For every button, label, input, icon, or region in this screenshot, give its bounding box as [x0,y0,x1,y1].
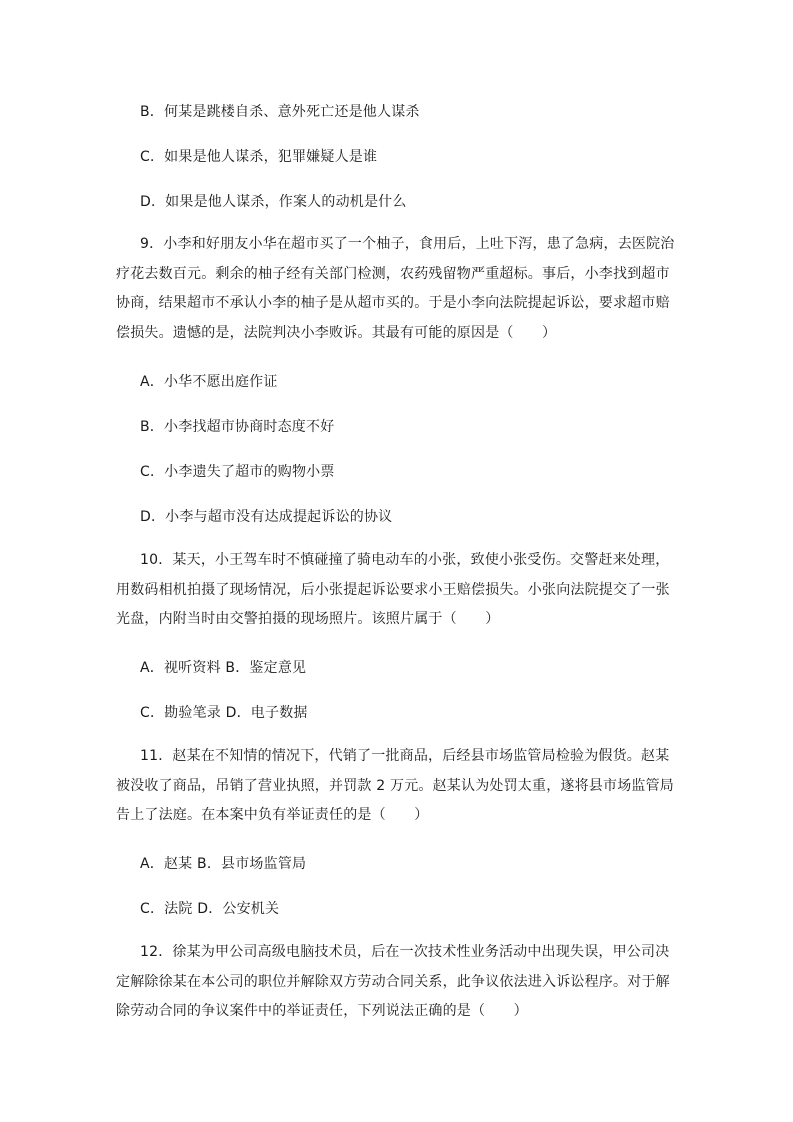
q8-option-b: B．何某是跳楼自杀、意外死亡还是他人谋杀 [140,104,420,120]
q11-options-ab: A．赵某 B．县市场监管局 [140,856,307,872]
q9-option-b: B．小李找超市协商时态度不好 [140,419,335,435]
q12-stem [116,938,680,1027]
q9-option-c: C．小李遗失了超市的购物小票 [140,464,335,480]
q9-stem [116,230,680,348]
q9-stem-text: 9．小李和好朋友小华在超市买了一个柚子，食用后，上吐下泻，患了急病，去医院治疗花去数百元。剩余的柚子经有关部门检测，农药残留物严重超标。事后，小李找到超市协商，结果超市不承认小李的柚子是从超市买的。于是小李向法院提起诉讼，要求超市赔偿损失。遗憾的是，法院判决小李败诉。其最有可能的原因是（ ） [116,236,675,341]
q10-options-ab: A．视听资料 B．鉴定意见 [140,660,307,676]
q10-options-cd: C．勘验笔录 D．电子数据 [140,705,308,721]
q11-stem [116,742,680,831]
q10-stem [116,546,680,635]
q11-stem-text: 11．赵某在不知情的情况下，代销了一批商品，后经县市场监管局检验为假货。赵某被没收了商品，吊销了营业执照，并罚款 2 万元。赵某认为处罚太重，遂将县市场监管局告上了法庭。在本案中负有举证责任的是（ ） [116,748,675,823]
q10-stem-text: 10．某天，小王驾车时不慎碰撞了骑电动车的小张，致使小张受伤。交警赶来处理，用数码相机拍摄了现场情况，后小张提起诉讼要求小王赔偿损失。小张向法院提交了一张光盘，内附当时由交警拍摄的现场照片。该照片属于（ ） [116,552,670,627]
q8-option-c: C．如果是他人谋杀，犯罪嫌疑人是谁 [140,149,378,165]
q9-option-a: A．小华不愿出庭作证 [140,374,278,390]
q12-stem-text: 12．徐某为甲公司高级电脑技术员，后在一次技术性业务活动中出现失误，甲公司决定解除徐某在本公司的职位并解除双方劳动合同关系，此争议依法进入诉讼程序。对于解除劳动合同的争议案件中的举证责任，下列说法正确的是（ ） [116,944,670,1019]
q8-option-d: D．如果是他人谋杀，作案人的动机是什么 [140,194,407,210]
q9-option-d: D．小李与超市没有达成提起诉讼的协议 [140,509,393,525]
q11-options-cd: C．法院 D．公安机关 [140,901,280,917]
